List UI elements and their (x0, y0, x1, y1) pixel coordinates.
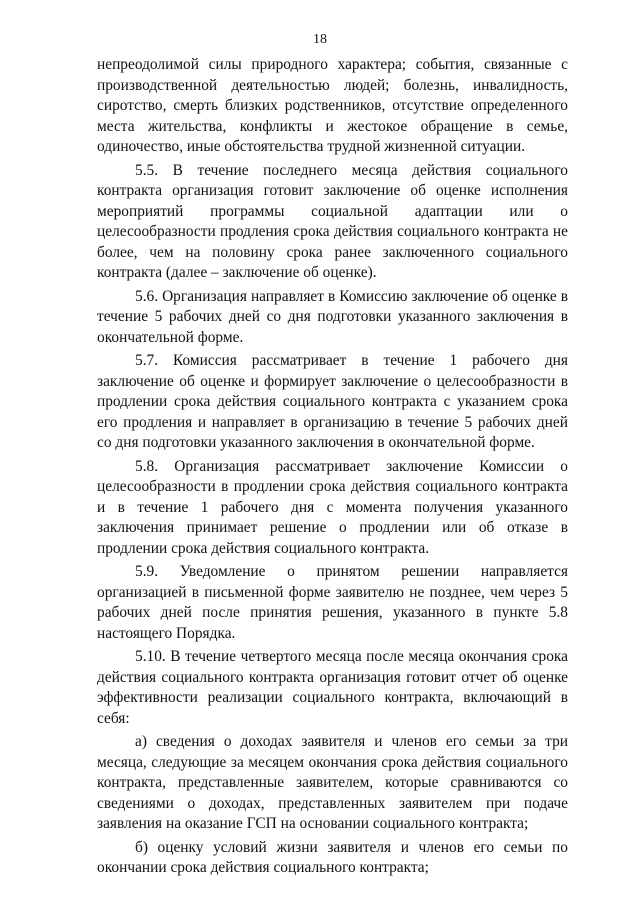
paragraph-continuation: непреодолимой силы природного характера; события, связанные с производственной деятельностью людей; болезнь, инвалидность, сиротство, смерть близких родственников, отсутствие определенного места жительства, конфликты и жестокое обращение в семье, одиночество, иные обстоятельства трудной жизненной ситуации. (97, 56, 568, 155)
paragraph-5-8: 5.8. Организация рассматривает заключение Комиссии о целесообразности в продлении срока действия социального контракта и в течение 1 рабочего дня с момента получения указанного заключения принимает решение о продлении или об отказе в продлении срока действия социального контракта. (97, 457, 568, 557)
paragraph-5-10: 5.10. В течение четвертого месяца после месяца окончания срока действия социального контракта организация готовит отчет об оценке эффективности реализации социального контракта, включающий в себя: (97, 648, 568, 727)
paragraph-5-5: 5.5. В течение последнего месяца действия социального контракта организация готовит заключение об оценке исполнения мероприятий программы социальной адаптации или о целесообразности продления срока действия социального контракта не более, чем на половину срока ранее заключенного социального контракта (далее – заключение об оценке). (97, 161, 568, 281)
paragraph-5-10-b: б) оценку условий жизни заявителя и членов его семьи по окончании срока действия социального контракта; (97, 838, 568, 876)
page-number: 18 (313, 32, 327, 47)
paragraph-5-7: 5.7. Комиссия рассматривает в течение 1 рабочего дня заключение об оценке и формирует заключение о целесообразности в продлении срока действия социального контракта с указанием срока его продления и направляет в организацию в течение 5 рабочих дней со дня подготовки указанного заключения в окончательной форме. (97, 352, 568, 451)
document-body (97, 55, 568, 882)
paragraph-5-6: 5.6. Организация направляет в Комиссию заключение об оценке в течение 5 рабочих дней со дня подготовки указанного заключения в окончательной форме. (97, 287, 568, 346)
paragraph-5-10-a: а) сведения о доходах заявителя и членов его семьи за три месяца, следующие за месяцем окончания срока действия социального контракта, представленные заявителем, которые сравниваются со сведениями о доходах, представленных заявителем при подаче заявления на оказание ГСП на основании социального контракта; (97, 733, 568, 832)
paragraph-5-9: 5.9. Уведомление о принятом решении направляется организацией в письменной форме заявителю не позднее, чем через 5 рабочих дней после принятия решения, указанного в пункте 5.8 настоящего Порядка. (97, 563, 568, 642)
